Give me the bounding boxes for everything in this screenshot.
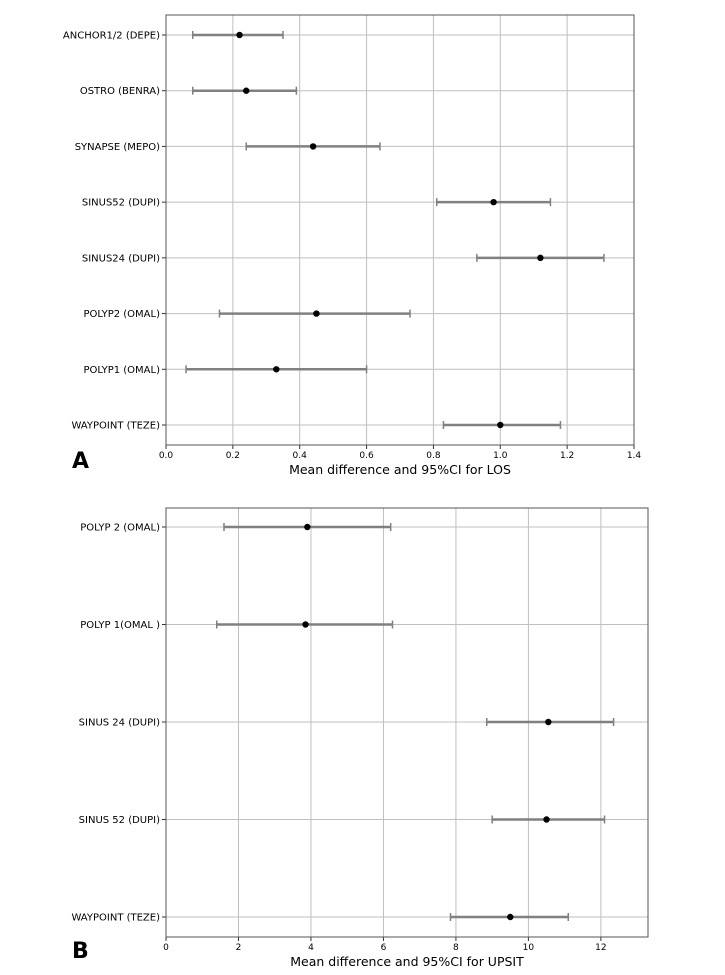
category-label: SYNAPSE (MEPO) [74,141,160,153]
mean-point [304,524,310,530]
category-label: WAYPOINT (TEZE) [71,420,160,432]
x-tick-label: 0.2 [225,451,241,461]
x-tick-label: 2 [235,943,242,953]
x-tick-label: 4 [308,943,314,953]
x-tick-label: 0.6 [359,451,374,461]
category-label: OSTRO (BENRA) [79,86,160,98]
x-tick-label: 0.8 [426,451,441,461]
x-tick-label: 6 [380,943,387,953]
x-tick-label: 10 [522,943,535,953]
panel-letter: A [72,449,90,474]
panel-letter: B [72,939,89,964]
x-axis-title: Mean difference and 95%CI for UPSIT [290,954,524,969]
category-label: WAYPOINT (TEZE) [71,912,160,924]
x-tick-label: 1.2 [559,451,575,461]
category-label: SINUS52 (DUPI) [81,197,160,209]
mean-point [273,366,279,372]
category-label: POLYP1 (OMAL) [83,364,160,376]
category-label: POLYP 2 (OMAL) [80,522,160,534]
x-tick-label: 12 [595,943,607,953]
x-tick-label: 0 [163,943,169,953]
x-tick-label: 0.4 [292,451,307,461]
mean-point [543,816,549,822]
category-label: SINUS 24 (DUPI) [78,717,160,729]
x-axis-title: Mean difference and 95%CI for LOS [289,462,511,477]
mean-point [236,32,242,38]
category-label: POLYP 1(OMAL ) [80,620,160,631]
mean-point [302,621,308,627]
mean-point [313,310,319,316]
panel-b [71,508,648,969]
x-tick-label: 8 [453,943,459,953]
x-tick-label: 1.0 [493,451,508,461]
category-label: SINUS24 (DUPI) [81,253,160,265]
x-tick-label: 1.4 [626,451,642,461]
mean-point [537,255,543,261]
mean-point [310,143,316,149]
category-label: SINUS 52 (DUPI) [78,815,160,826]
mean-point [497,422,503,428]
mean-point [545,719,551,725]
plot-frame [166,15,634,445]
panel-a [63,15,642,477]
mean-point [490,199,496,205]
category-label: ANCHOR1/2 (DEPE) [62,30,160,42]
mean-point [243,88,249,94]
mean-point [507,914,513,920]
x-tick-label: 0.0 [158,451,174,461]
category-label: POLYP2 (OMAL) [83,309,160,321]
